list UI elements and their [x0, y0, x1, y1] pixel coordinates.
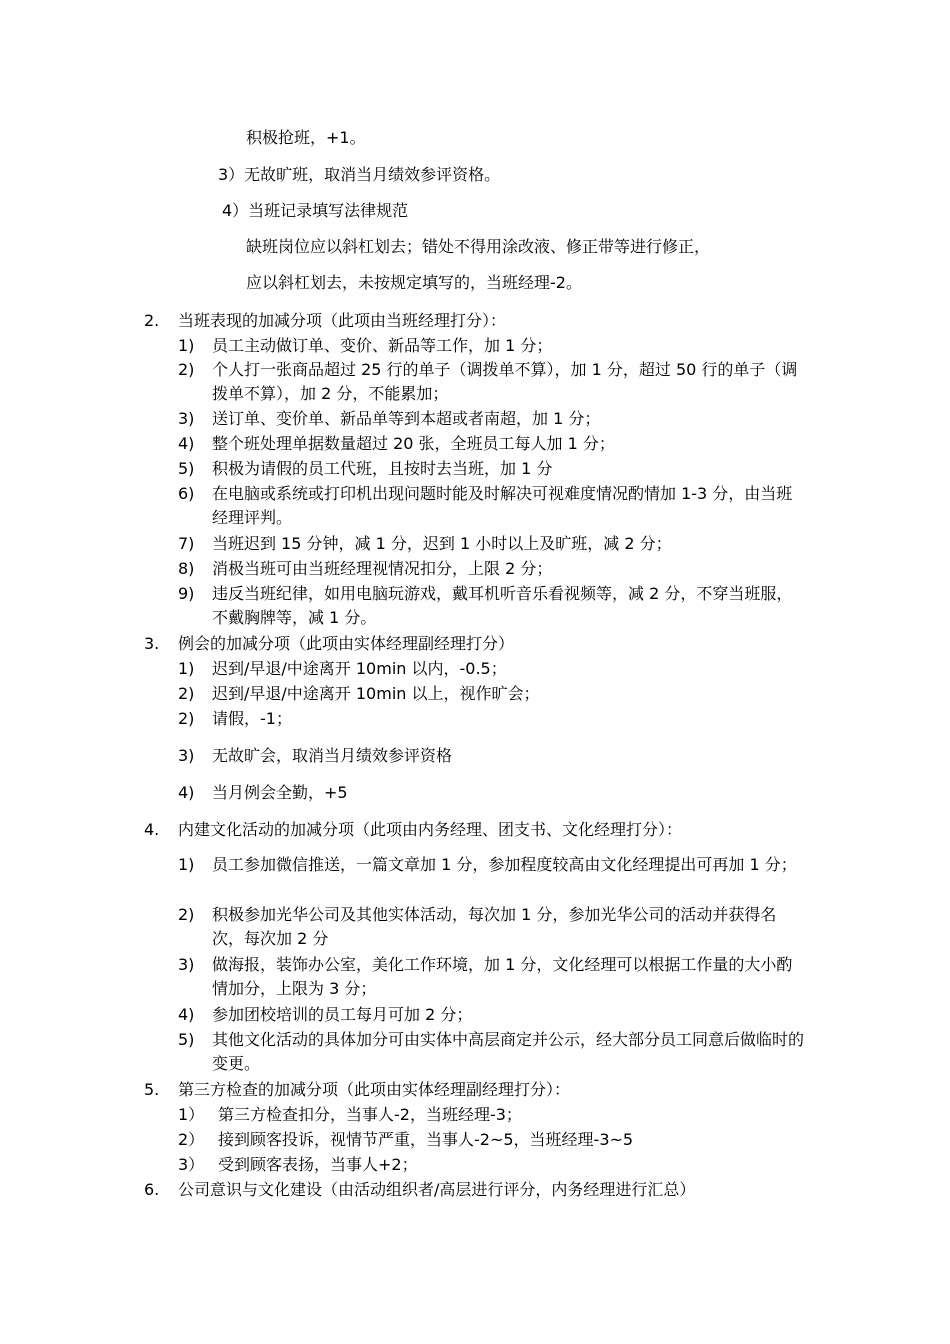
section-title: 内建文化活动的加减分项（此项由内务经理、团支书、文化经理打分）： — [178, 820, 683, 839]
section-number: 3. — [144, 634, 160, 653]
list-item-number: 1) — [178, 855, 195, 874]
list-item-number: 5) — [178, 459, 195, 478]
list-item-text: 其他文化活动的具体加分可由实体中高层商定并公示，经大部分员工同意后做临时的变更。 — [212, 1030, 805, 1073]
list-item-number: 1） — [178, 1105, 205, 1124]
list-item-text: 做海报，装饰办公室，美化工作环境，加 1 分，文化经理可以根据工作量的大小酌情加分，上限为 3 分； — [212, 955, 793, 998]
intro-line-1: 积极抢班，+1。 — [246, 128, 366, 147]
section-number: 2. — [144, 311, 160, 330]
list-item-number: 3) — [178, 409, 195, 428]
list-item-text: 接到顾客投诉，视情节严重，当事人-2~5，当班经理-3~5 — [218, 1130, 634, 1149]
list-item-text: 送订单、变价单、新品单等到本超或者南超，加 1 分； — [212, 409, 601, 428]
section-title: 公司意识与文化建设（由活动组织者/高层进行评分，内务经理进行汇总） — [178, 1180, 696, 1199]
list-item-text: 员工参加微信推送，一篇文章加 1 分，参加程度较高由文化经理提出可再加 1 分； — [212, 855, 797, 874]
intro-line-3: 4）当班记录填写法律规范 — [222, 201, 409, 220]
list-item-number: 2) — [178, 684, 195, 703]
intro-line-2: 3）无故旷班，取消当月绩效参评资格。 — [218, 165, 501, 184]
list-item-number: 4) — [178, 434, 195, 453]
list-item-text: 消极当班可由当班经理视情况扣分，上限 2 分； — [212, 559, 553, 578]
list-item-number: 2） — [178, 1130, 205, 1149]
list-item-text: 当月例会全勤，+5 — [212, 783, 348, 802]
list-item-number: 4) — [178, 1005, 195, 1024]
section-title: 例会的加减分项（此项由实体经理副经理打分） — [178, 634, 515, 653]
list-item-text: 受到顾客表扬，当事人+2； — [218, 1155, 418, 1174]
list-item-text: 迟到/早退/中途离开 10min 以内，-0.5； — [212, 659, 507, 678]
list-item-number: 9) — [178, 584, 195, 603]
list-item-number: 2) — [178, 905, 195, 924]
section-number: 5. — [144, 1080, 160, 1099]
intro-line-5: 应以斜杠划去，未按规定填写的，当班经理-2。 — [246, 273, 582, 292]
list-item-number: 6) — [178, 484, 195, 503]
list-item-number: 2) — [178, 360, 195, 379]
list-item-number: 2) — [178, 709, 195, 728]
list-item-text: 积极为请假的员工代班，且按时去当班，加 1 分 — [212, 459, 553, 478]
list-item-text: 员工主动做订单、变价、新品等工作，加 1 分； — [212, 336, 553, 355]
list-item-number: 3) — [178, 955, 195, 974]
section-number: 6. — [144, 1180, 160, 1199]
list-item-number: 4) — [178, 783, 195, 802]
section-title: 第三方检查的加减分项（此项由实体经理副经理打分）： — [178, 1080, 571, 1099]
list-item-text: 迟到/早退/中途离开 10min 以上，视作旷会； — [212, 684, 540, 703]
list-item-text: 无故旷会，取消当月绩效参评资格 — [212, 746, 453, 765]
intro-line-4: 缺班岗位应以斜杠划去；错处不得用涂改液、修正带等进行修正， — [246, 237, 711, 256]
list-item-text: 在电脑或系统或打印机出现问题时能及时解决可视难度情况酌情加 1-3 分，由当班经理评判。 — [212, 484, 793, 527]
list-item-text: 参加团校培训的员工每月可加 2 分； — [212, 1005, 473, 1024]
section-number: 4. — [144, 820, 160, 839]
list-item-number: 3) — [178, 746, 195, 765]
section-title: 当班表现的加减分项（此项由当班经理打分）： — [178, 311, 507, 330]
list-item-number: 5) — [178, 1030, 195, 1049]
list-item-text: 违反当班纪律，如用电脑玩游戏，戴耳机听音乐看视频等，减 2 分，不穿当班服，不戴胸牌等，减 1 分。 — [212, 584, 793, 627]
list-item-text: 整个班处理单据数量超过 20 张，全班员工每人加 1 分； — [212, 434, 615, 453]
list-item-text: 第三方检查扣分，当事人-2，当班经理-3； — [218, 1105, 522, 1124]
list-item-number: 8) — [178, 559, 195, 578]
list-item-number: 1) — [178, 659, 195, 678]
list-item-number: 3） — [178, 1155, 205, 1174]
list-item-text: 请假，-1； — [212, 709, 292, 728]
list-item-text: 个人打一张商品超过 25 行的单子（调拨单不算），加 1 分，超过 50 行的单子（调拨单不算），加 2 分，不能累加； — [212, 360, 798, 403]
list-item-text: 当班迟到 15 分钟，减 1 分，迟到 1 小时以上及旷班，减 2 分； — [212, 534, 672, 553]
list-item-text: 积极参加光华公司及其他实体活动，每次加 1 分，参加光华公司的活动并获得名次，每次加 2 分 — [212, 905, 777, 948]
list-item-number: 1) — [178, 336, 195, 355]
list-item-number: 7) — [178, 534, 195, 553]
